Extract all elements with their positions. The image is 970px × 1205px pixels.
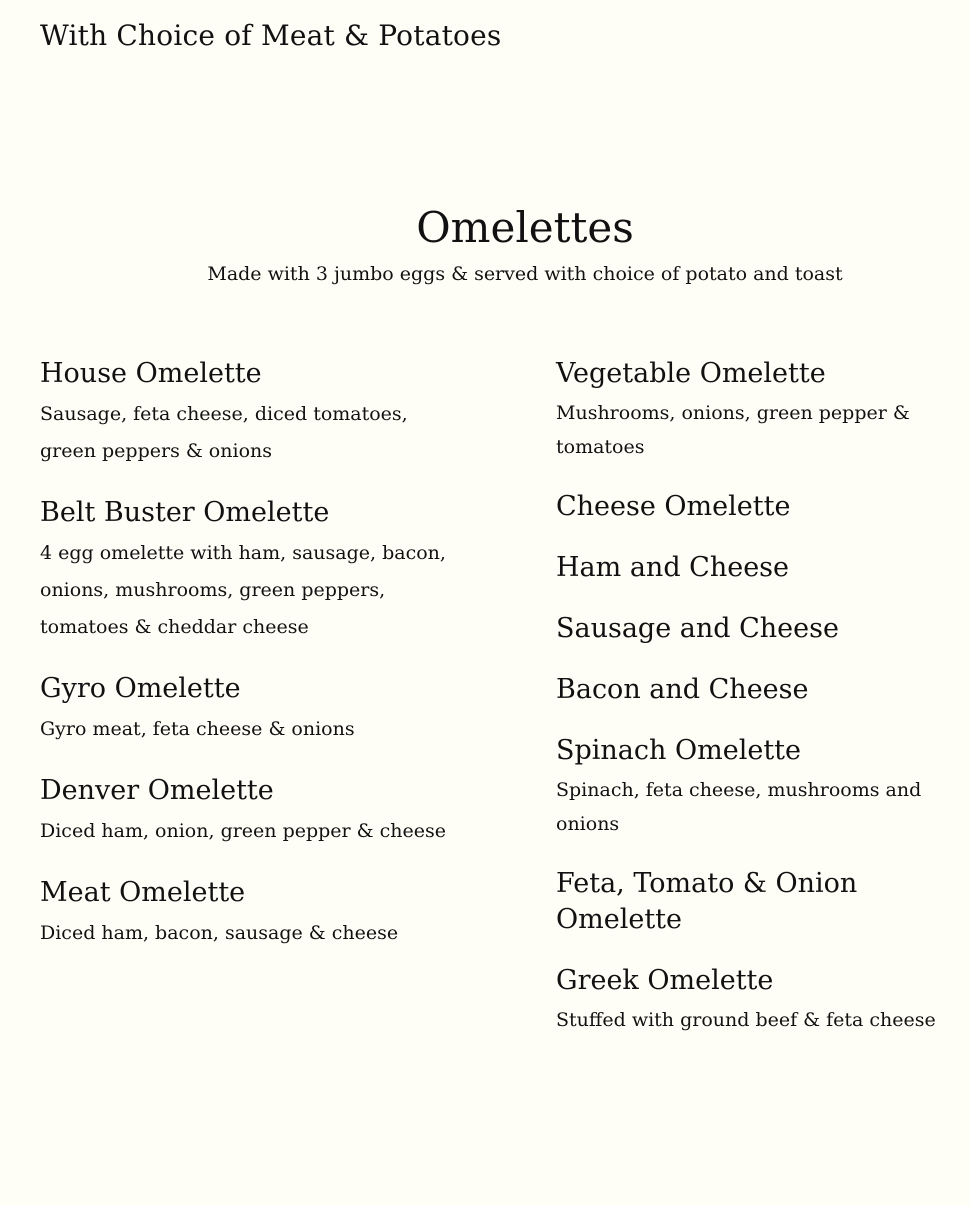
menu-item-description: Stuffed with ground beef & feta cheese xyxy=(556,1009,936,1031)
menu-item-ham-and-cheese xyxy=(556,550,956,586)
previous-section-subtitle: With Choice of Meat & Potatoes xyxy=(40,19,502,52)
menu-item-name: Vegetable Omelette xyxy=(556,358,826,389)
menu-item-name: Denver Omelette xyxy=(40,775,274,806)
menu-item-vegetable-omelette xyxy=(556,356,956,464)
menu-item-cheese-omelette xyxy=(556,489,956,525)
omelettes-section-header xyxy=(0,204,970,286)
menu-item-greek-omelette xyxy=(556,963,956,1037)
menu-item-name: Gyro Omelette xyxy=(40,673,241,704)
menu-item-meat-omelette xyxy=(40,875,460,952)
menu-item-sausage-and-cheese xyxy=(556,611,956,647)
menu-item-description: Gyro meat, feta cheese & onions xyxy=(40,718,355,740)
menu-column-left xyxy=(40,356,460,977)
menu-item-house-omelette xyxy=(40,356,460,470)
menu-item-spinach-omelette xyxy=(556,733,956,841)
menu-item-bacon-and-cheese xyxy=(556,672,956,708)
menu-item-name: Belt Buster Omelette xyxy=(40,497,330,528)
menu-item-feta-tomato-onion-omelette xyxy=(556,866,956,938)
menu-item-name: Cheese Omelette xyxy=(556,491,791,522)
menu-item-description: Sausage, feta cheese, diced tomatoes, green peppers & onions xyxy=(40,403,408,462)
menu-column-right xyxy=(556,356,956,1062)
menu-item-belt-buster-omelette xyxy=(40,495,460,646)
menu-item-description: Diced ham, onion, green pepper & cheese xyxy=(40,820,446,842)
previous-item-description-cut xyxy=(556,0,866,2)
menu-item-gyro-omelette xyxy=(40,671,460,748)
menu-item-name: House Omelette xyxy=(40,358,262,389)
menu-item-name: Ham and Cheese xyxy=(556,552,790,583)
menu-item-name: Sausage and Cheese xyxy=(556,613,839,644)
menu-item-description: Mushrooms, onions, green pepper & tomatoes xyxy=(556,402,910,458)
menu-item-description: Diced ham, bacon, sausage & cheese xyxy=(40,922,399,944)
menu-item-name: Feta, Tomato & Onion Omelette xyxy=(556,868,858,935)
menu-item-denver-omelette xyxy=(40,773,460,850)
menu-item-description: Spinach, feta cheese, mushrooms and onions xyxy=(556,779,922,835)
menu-item-name: Spinach Omelette xyxy=(556,735,802,766)
menu-item-name: Bacon and Cheese xyxy=(556,674,809,705)
menu-item-name: Greek Omelette xyxy=(556,965,774,996)
section-title: Omelettes xyxy=(416,203,634,252)
section-subtitle: Made with 3 jumbo eggs & served with choice of potato and toast xyxy=(207,263,843,285)
menu-item-description: 4 egg omelette with ham, sausage, bacon, onions, mushrooms, green peppers, tomatoes & cheddar cheese xyxy=(40,542,446,638)
menu-item-name: Meat Omelette xyxy=(40,877,246,908)
